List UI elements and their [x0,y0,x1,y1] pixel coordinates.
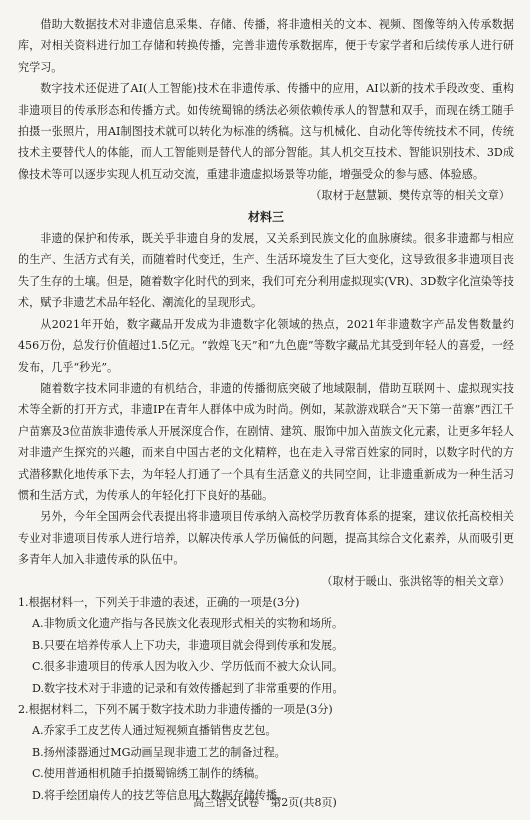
question-2 [18,699,514,806]
option-d: D.将手绘团扇传人的技艺等信息用大数据存储传播。 [32,788,289,802]
option-a: A.乔家手工皮艺传人通过短视频直播销售皮艺包。 [32,724,277,738]
paragraph: 借助大数据技术对非遗信息采集、存储、传播，将非遗相关的文本、视频、图像等纳入传承数据库，对相关资料进行加工存储和转换传播，完善非遗传承数据库，便于专家学者和后续传承人进行研究学习。 [18,18,514,74]
option-d: D.数字技术对于非遗的记录和有效传播起到了非常重要的作用。 [32,681,344,695]
question-stem: 2.根据材料二，下列不属于数字技术助力非遗传播的一项是(3分) [18,703,333,716]
section-title: 材料三 [247,209,284,224]
option-c: C.很多非遗项目的传承人因为收入少、学历低而不被大众认同。 [32,660,344,674]
option-a: A.非物质文化遗产指与各民族文化表现形式相关的实物和场所。 [32,617,344,631]
paragraph: 随着数字技术同非遗的有机结合，非遗的传播彻底突破了地域限制，借助互联网＋、虚拟现实技术等全新的打开方式，非遗IP在青年人群体中成为时尚。例如，某款游戏联合“天下第一苗寨”西江千户苗寨及3位苗族非遗传承人开展深度合作，在剧情、建筑、服饰中加入苗族文化元素，让更多年轻人对非遗产生探究的兴趣，而来自中国古老的文化精粹，也在走入寻常百姓家的同时，以数字时代的方式潜移默化地传承下去，为年轻人打通了一个具有生活意义的共同空间，让非遗重新成为一种生活习惯和生活方式，为传承人的年轻化打下良好的基础。 [18,381,514,502]
question-1 [18,592,514,699]
option-b: B.扬州漆器通过MG动画呈现非遗工艺的制备过程。 [32,745,286,759]
question-stem: 1.根据材料一，下列关于非遗的表述，正确的一项是(3分) [18,595,300,609]
page-footer: 高三语文试卷 第2页(共8页) [193,796,337,809]
source-citation: （取材于暖山、张洪铭等的相关文章） [321,574,510,588]
source-citation: （取材于赵慧颖、樊传京等的相关文章） [310,189,510,203]
option-c: C.使用普通相机随手拍摄蜀锦绣工制作的绣稿。 [32,767,266,781]
option-b: B.只要在培养传承人上下功夫，非遗项目就会得到传承和发展。 [32,638,344,652]
paragraph: 从2021年开始，数字藏品开发成为非遗数字化领域的热点，2021年非遗数字产品发售数量约456万份，总发行价值超过1.5亿元。“敦煌飞天”和“九色鹿”等数字藏品尤其受到年轻人的喜爱，一经发布，几乎“秒光”。 [18,317,514,374]
paragraph: 数字技术还促进了AI(人工智能)技术在非遗传承、传播中的应用，AI以新的技术手段改变、重构非遗项目的传承形态和传播方式。如传统蜀锦的绣法必须依赖传承人的智慧和双手，而现在绣工随手拍摄一张照片，用AI制图技术就可以转化为标准的绣稿。这与机械化、自动化等传统技术不同，传统技术主要替代人的体能，而人工智能则是替代人的部分智能。其人机交互技术、智能识别技术、3D成像技术等可以逐步实现人机互动交流，重建非遗虚拟场景等功能，增强受众的参与感、体验感。 [18,82,514,181]
paragraph: 非遗的保护和传承，既关乎非遗自身的发展，又关系到民族文化的血脉赓续。很多非遗都与相应的生产、生活方式有关，而随着时代变迁，生产、生活环境发生了巨大变化，这导致很多非遗项目丧失了生存的土壤。但是，随着数字化时代的到来，我们可充分利用虚拟现实(VR)、3D数字化渲染等技术，赋予非遗艺术品年轻化、潮流化的呈现形式。 [18,232,514,310]
paragraph: 另外，今年全国两会代表提出将非遗项目传承纳入高校学历教育体系的提案，建议依托高校相关专业对非遗项目传承人进行培养，以解决传承人学历偏低的问题，提高其综合文化素养，从而吸引更多青年人加入非遗传承的队伍中。 [18,510,514,567]
